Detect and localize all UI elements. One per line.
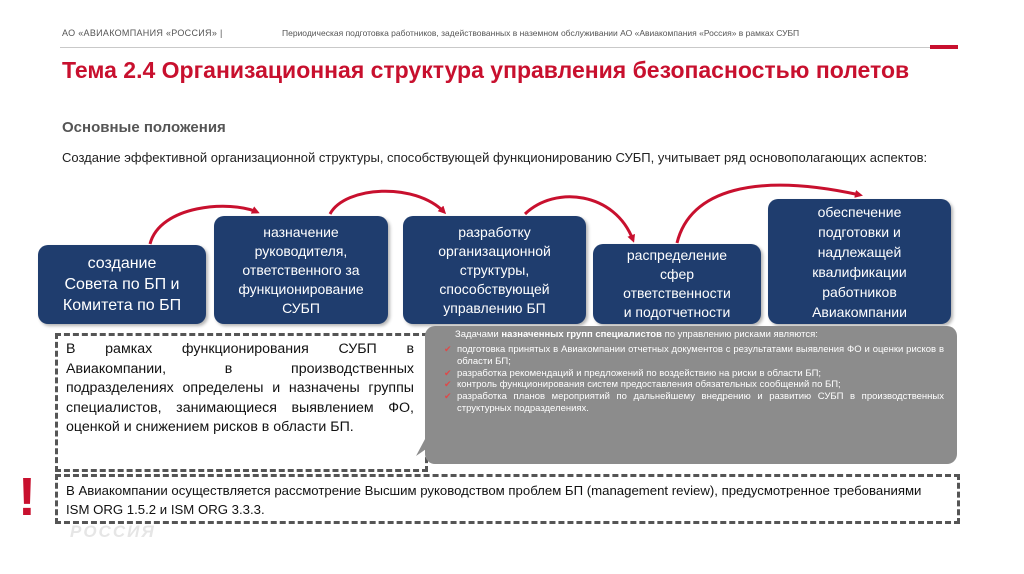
- tasks-heading-bold: назначенных групп специалистов: [501, 329, 662, 340]
- task-text: разработка рекомендаций и предложений по воздействию на риски в области БП;: [457, 367, 822, 379]
- step-box-council: [38, 245, 206, 324]
- list-item: [444, 368, 944, 380]
- step-box-manager: [214, 216, 388, 324]
- arrow-step2-step3: [330, 191, 444, 214]
- left-note-text: В рамках функционирования СУБП в Авиакомпании, в производственных подразделениях определены и назначены группы специалистов, занимающиеся выявлением ФО, оценкой и снижением рисков в области БП.: [66, 341, 414, 435]
- task-text: разработка планов мероприятий по дальнейшему внедрению и развитию СУБП в производственных структурных подразделениях.: [457, 391, 944, 414]
- step-box-responsibility: [593, 244, 761, 324]
- company-logo-watermark: РОССИЯ: [70, 522, 156, 541]
- step-label-manager: назначение руководителя, ответственного за функционирование СУБП: [238, 223, 364, 316]
- step-box-structure: [403, 216, 586, 324]
- bottom-note-text: В Авиакомпании осуществляется рассмотрение Высшим руководством проблем БП (management review), предусмотренное требованиями ISM ORG 1.5.2 и ISM ORG 3.3.3.: [66, 483, 922, 517]
- list-item: [444, 344, 944, 368]
- list-item: [444, 379, 944, 391]
- step-label-responsibility: распределение сфер ответственности и подотчетности: [623, 247, 731, 320]
- intro-paragraph: Создание эффективной организационной структуры, способствующей функционированию СУБП, учитывает ряд основополагающих аспектов:: [62, 150, 928, 165]
- tasks-list: [444, 344, 944, 415]
- page-title: Тема 2.4 Организационная структура управления безопасностью полетов: [62, 57, 910, 83]
- task-text: подготовка принятых в Авиакомпании отчетных документов с результатами выявления ФО и оценки рисков в области БП;: [457, 344, 944, 367]
- tasks-heading-prefix: Задачами: [455, 329, 502, 340]
- task-text: контроль функционирования систем предоставления обязательных сообщений по БП;: [457, 379, 841, 391]
- step-label-structure: разработку организационной структуры, способствующей управлению БП: [438, 223, 551, 316]
- header-course: Периодическая подготовка работников, задействованных в наземном обслуживании АО «Авиакомпания «Россия» в рамках СУБП: [282, 28, 800, 38]
- check-icon: ✔: [444, 379, 452, 390]
- tasks-heading-suffix: по управлению рисками являются:: [661, 329, 818, 340]
- tasks-panel-heading: [455, 329, 818, 340]
- check-icon: ✔: [444, 367, 452, 378]
- step-box-training: [768, 199, 951, 324]
- section-subtitle: Основные положения: [62, 119, 226, 136]
- header-company: АО «АВИАКОМПАНИЯ «РОССИЯ» |: [62, 28, 223, 38]
- step-label-council: создание Совета по БП и Комитета по БП: [62, 255, 182, 314]
- exclamation-icon: !: [18, 467, 36, 527]
- check-icon: ✔: [444, 391, 452, 402]
- step-label-training: обеспечение подготовки и надлежащей квалификации работников Авиакомпании: [812, 203, 907, 320]
- check-icon: ✔: [444, 344, 452, 354]
- list-item: [444, 391, 944, 415]
